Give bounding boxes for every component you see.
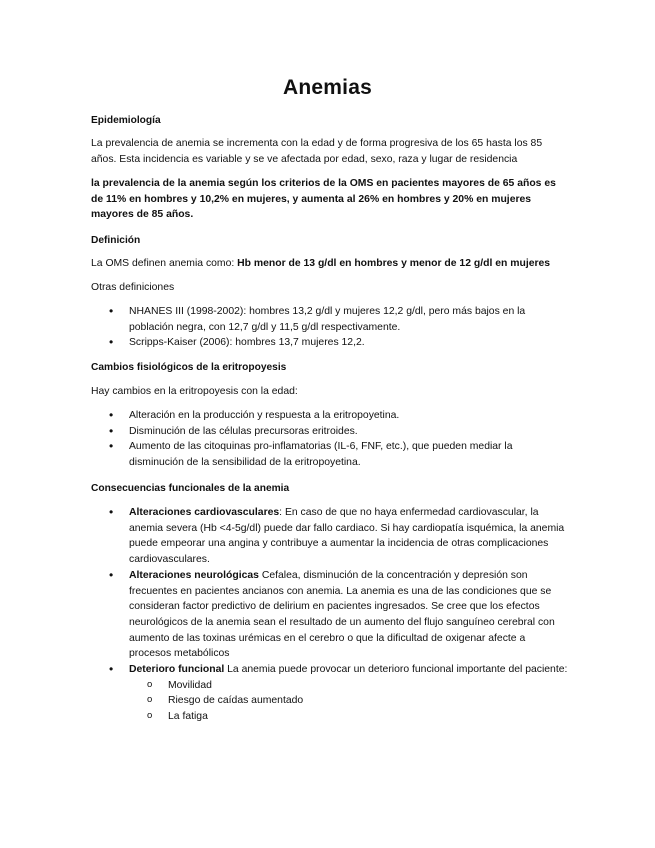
section-cambios [91, 360, 569, 376]
heading-cambios: Cambios fisiológicos de la eritropoyesis [91, 362, 287, 373]
list-item: • NHANES III (1998-2002): hombres 13,2 g/dl y mujeres 12,2 g/dl, pero más bajos en la población negra, con 12,7 g/dl y 11,5 g/dl respectivamente. [91, 304, 569, 335]
consecuencias-list [91, 505, 569, 725]
definicion-oms [91, 256, 569, 272]
list-item: • Scripps-Kaiser (2006): hombres 13,7 mujeres 12,2. [91, 335, 569, 351]
heading-definicion: Definición [91, 235, 141, 246]
paragraph-text: La prevalencia de anemia se incrementa con la edad y de forma progresiva de los 65 hasta los 85 años. Esta incidencia es variable y se ve afectada por edad, sexo, raza y lugar de residencia [91, 138, 543, 165]
item-label: Alteraciones cardiovasculares [129, 507, 280, 518]
definicion-list [91, 304, 569, 351]
paragraph-text: Otras definiciones [91, 282, 175, 293]
section-definicion [91, 233, 569, 249]
list-item: • Aumento de las citoquinas pro-inflamatorias (IL-6, FNF, etc.), que pueden mediar la disminución de la sensibilidad de la eritropoyetina. [91, 439, 569, 470]
paragraph-text [91, 256, 569, 272]
list-item: • Disminución de las células precursoras eritroides. [91, 424, 569, 440]
heading-epidemiologia: Epidemiología [91, 115, 161, 126]
heading-consecuencias: Consecuencias funcionales de la anemia [91, 483, 290, 494]
item-text: Cefalea, disminución de la concentración y depresión son frecuentes en pacientes ancianos con anemia. La anemia es una de las condiciones que se consideran factor predictivo de delirium en pacientes ingresados. Se cree que los efectos neurológicos de la anemia sean el resultado de un aumento del flujo sanguíneo cerebral con aumento de las toxinas urémicas en el cerebro o que la dificultad de oxigenar afecte a procesos metabólicos [129, 569, 555, 660]
epidemiologia-paragraph-1 [91, 136, 569, 167]
sub-list-item: o La fatiga [91, 709, 569, 725]
list-item [91, 568, 569, 662]
list-item: • Alteración en la producción y respuesta a la eritropoyetina. [91, 408, 569, 424]
item-label: Alteraciones neurológicas [129, 569, 259, 581]
sub-list-item: o Movilidad [91, 678, 569, 694]
epidemiologia-paragraph-2 [91, 176, 569, 223]
item-text: La anemia puede provocar un deterioro funcional importante del paciente: [224, 664, 568, 676]
sub-list-item: o Riesgo de caídas aumentado [91, 693, 569, 709]
list-item [91, 662, 569, 725]
item-label: Deterioro funcional [129, 664, 225, 676]
paragraph-text: la prevalencia de la anemia según los criterios de la OMS en pacientes mayores de 65 años es de 11% en hombres y 10,2% en mujeres, y aumenta al 26% en hombres y 20% en mujeres mayores de 85 años. [91, 178, 556, 221]
section-consecuencias [91, 481, 569, 497]
page-title: Anemias [283, 76, 372, 99]
definicion-lead: La OMS definen anemia como: [91, 258, 238, 269]
paragraph-text: Hay cambios en la eritropoyesis con la edad: [91, 386, 298, 397]
definicion-criteria: Hb menor de 13 g/dl en hombres y menor de 12 g/dl en mujeres [237, 258, 551, 269]
item-text: : En caso de que no haya enfermedad cardiovascular, la anemia severa (Hb <4-5g/dl) puede dar fallo cardiaco. Si hay cardiopatía isquémica, la anemia puede empeorar una angina y contribuye a aumentar la incidencia de otras complicaciones cardiovasculares. [129, 507, 565, 566]
definicion-otras [91, 280, 569, 296]
cambios-lead [91, 384, 569, 400]
section-epidemiologia [91, 113, 569, 129]
cambios-list [91, 408, 569, 471]
list-item [91, 505, 569, 568]
